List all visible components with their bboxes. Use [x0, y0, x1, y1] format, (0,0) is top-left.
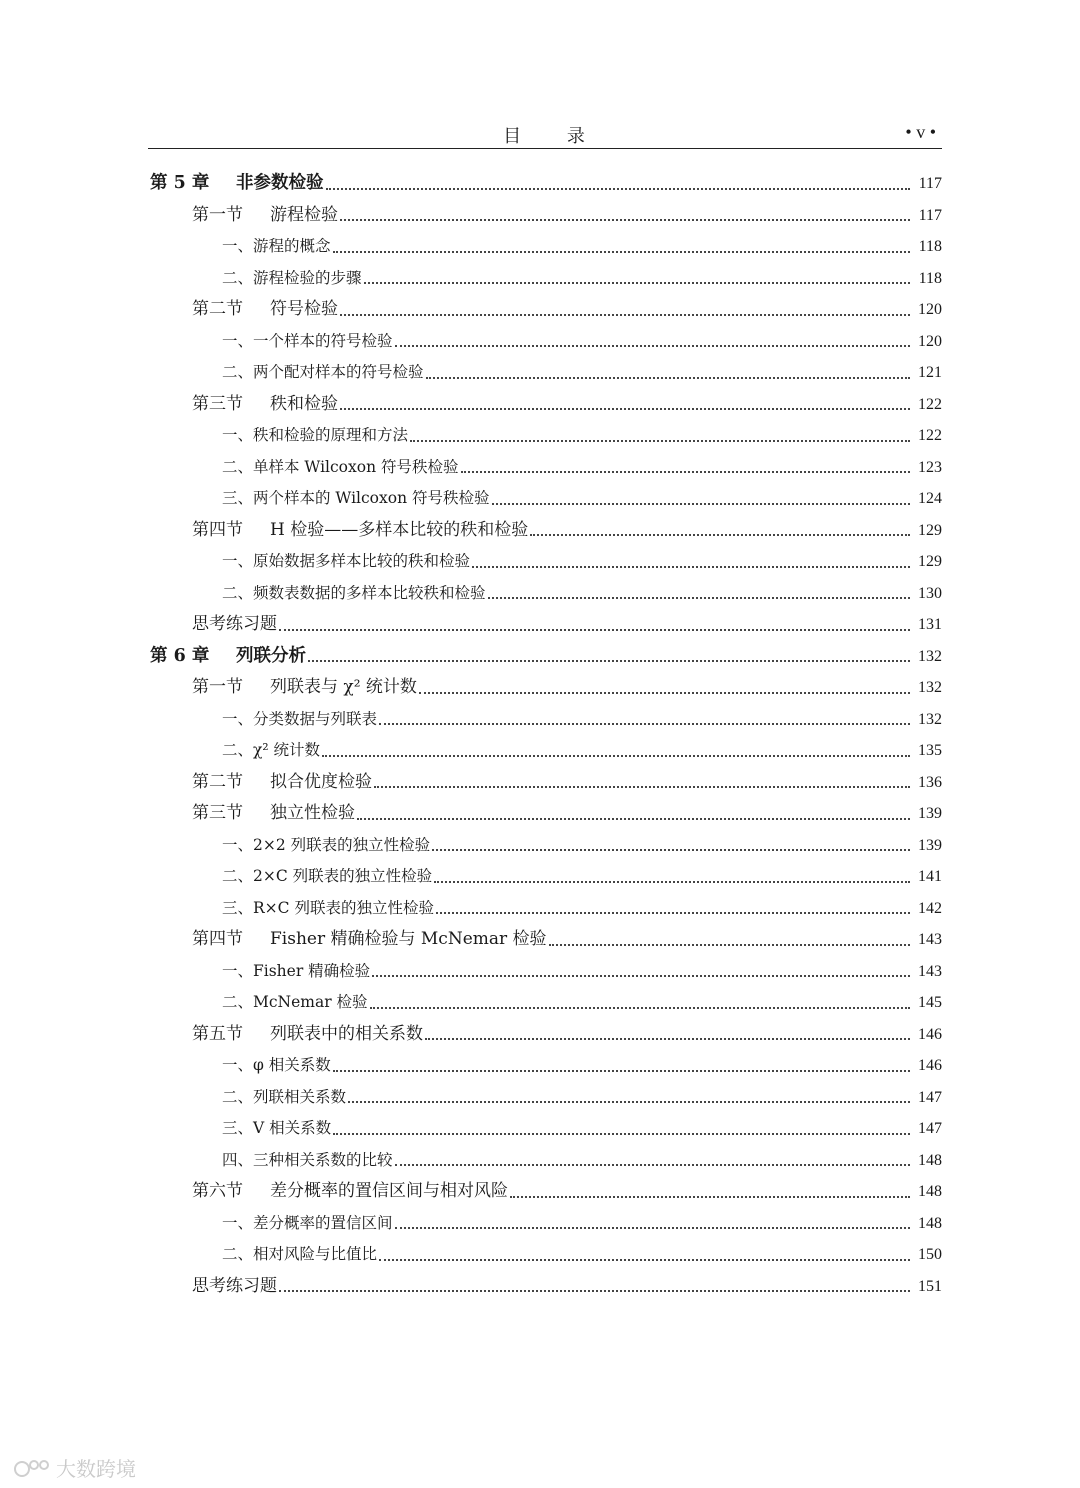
- toc-page-number: 132: [918, 679, 942, 696]
- dot-leader: [461, 470, 911, 473]
- toc-entry-title: 一、2×2 列联表的独立性检验: [222, 835, 431, 854]
- toc-entry-title: 二、χ² 统计数: [222, 741, 321, 759]
- toc-entry-number: 第一节: [192, 204, 243, 225]
- toc-page-number: 117: [918, 175, 942, 192]
- toc-page-number: 148: [918, 1151, 942, 1169]
- dot-leader: [395, 1163, 910, 1166]
- toc-entry-title: 一、游程的概念: [222, 237, 331, 255]
- dot-leader: [530, 533, 910, 536]
- toc-entry-title: 游程检验: [270, 204, 338, 225]
- toc-entry-title: 列联表与 χ² 统计数: [270, 677, 417, 697]
- toc-entry-title: 列联分析: [236, 645, 306, 666]
- toc-subsection[interactable]: [150, 231, 942, 263]
- toc-entry-number: 第五节: [192, 1023, 243, 1044]
- toc-entry-title: 一、φ 相关系数: [222, 1056, 331, 1074]
- toc-subsection[interactable]: [150, 452, 942, 484]
- toc-subsection[interactable]: [150, 1082, 942, 1114]
- toc-page-number: 122: [918, 395, 942, 413]
- toc-page-number: 118: [918, 238, 942, 255]
- toc-page-number: 136: [918, 773, 942, 791]
- dot-leader: [510, 1195, 910, 1198]
- toc-page-number: 124: [918, 490, 942, 507]
- dot-leader: [492, 502, 911, 505]
- dot-leader: [322, 754, 910, 757]
- dot-leader: [395, 1226, 910, 1229]
- dot-leader: [432, 848, 910, 851]
- toc-page-number: 145: [918, 994, 942, 1011]
- toc-subsection[interactable]: [150, 326, 942, 358]
- dot-leader: [326, 187, 911, 190]
- toc-page-number: 132: [918, 710, 942, 728]
- toc-entry-title: 二、相对风险与比值比: [222, 1245, 378, 1263]
- dot-leader: [426, 376, 910, 379]
- toc-page-number: 117: [918, 206, 942, 224]
- toc-entry-number: 第四节: [192, 519, 243, 540]
- watermark: [14, 1452, 136, 1482]
- dot-leader: [370, 1006, 910, 1009]
- toc-entry-title: 二、游程检验的步骤: [222, 268, 362, 287]
- toc-entry-title: 二、两个配对样本的符号检验: [222, 363, 424, 381]
- toc-subsection[interactable]: [150, 830, 942, 862]
- toc-section[interactable]: [150, 767, 942, 799]
- toc-entry-number: 第三节: [192, 803, 243, 823]
- toc-entry-number: 第六节: [192, 1181, 243, 1201]
- toc-entry-title: 一、分类数据与列联表: [222, 709, 378, 728]
- toc-page-number: 139: [918, 836, 942, 854]
- toc-page-number: 146: [918, 1025, 942, 1043]
- dot-leader: [425, 1037, 910, 1040]
- toc-subsection[interactable]: [150, 893, 942, 925]
- toc-section[interactable]: [150, 798, 942, 830]
- toc-subsection[interactable]: [150, 1145, 942, 1177]
- toc-subsection[interactable]: [150, 956, 942, 988]
- dot-leader: [488, 596, 910, 599]
- toc-section[interactable]: [150, 294, 942, 326]
- toc-page-number: 147: [918, 1120, 942, 1137]
- toc-page-number: 131: [918, 616, 942, 633]
- toc-page-number: 132: [918, 647, 942, 665]
- table-of-contents: [150, 168, 942, 1302]
- toc-page-number: 151: [918, 1277, 942, 1295]
- toc-subsection[interactable]: [150, 578, 942, 610]
- dot-leader: [419, 691, 910, 694]
- toc-entry-title: 一、Fisher 精确检验: [222, 961, 371, 980]
- dot-leader: [379, 1258, 910, 1261]
- toc-page-number: 139: [918, 805, 942, 822]
- toc-entry-title: 二、频数表数据的多样本比较秩和检验: [222, 583, 486, 602]
- toc-page-number: 141: [918, 868, 942, 885]
- dot-leader: [333, 1069, 910, 1072]
- dot-leader: [279, 628, 910, 631]
- toc-chapter[interactable]: [150, 641, 942, 673]
- toc-entry-number: 第一节: [192, 677, 243, 697]
- dot-leader: [333, 250, 910, 253]
- toc-subsection[interactable]: [150, 483, 942, 515]
- toc-subsection[interactable]: [150, 861, 942, 893]
- dot-leader: [372, 974, 910, 977]
- toc-subsection[interactable]: [150, 420, 942, 452]
- dot-leader: [374, 785, 910, 788]
- toc-page-number: 147: [918, 1088, 942, 1106]
- header-rule: [148, 148, 942, 149]
- toc-page-number: 122: [918, 427, 942, 444]
- toc-subsection[interactable]: [150, 1113, 942, 1145]
- toc-entry-title: 差分概率的置信区间与相对风险: [270, 1181, 508, 1201]
- toc-section[interactable]: [150, 1019, 942, 1051]
- toc-page-number: 150: [918, 1246, 942, 1263]
- toc-page-number: 135: [918, 742, 942, 759]
- dot-leader: [364, 281, 910, 284]
- watermark-logo-icon: [14, 1455, 50, 1479]
- header-page-marker: • v •: [905, 122, 936, 142]
- dot-leader: [395, 344, 910, 347]
- dot-leader: [308, 659, 910, 662]
- toc-page-number: 143: [918, 962, 942, 980]
- toc-exercises[interactable]: [150, 1271, 942, 1303]
- header-title-left: 目: [503, 126, 524, 147]
- header-title-right: 录: [566, 126, 587, 147]
- toc-entry-number: 第三节: [192, 393, 243, 414]
- toc-entry-title: 非参数检验: [236, 173, 324, 193]
- toc-subsection[interactable]: [150, 263, 942, 295]
- dot-leader: [410, 439, 910, 442]
- dot-leader: [348, 1100, 910, 1103]
- toc-page-number: 142: [918, 899, 942, 917]
- toc-entry-title: 秩和检验: [270, 393, 338, 414]
- toc-entry-number: 第二节: [192, 299, 243, 319]
- toc-entry-title: 列联表中的相关系数: [270, 1023, 423, 1044]
- toc-page-number: 129: [918, 521, 942, 539]
- toc-subsection[interactable]: [150, 704, 942, 736]
- toc-entry-number: 第四节: [192, 929, 243, 949]
- dot-leader: [472, 565, 910, 568]
- toc-subsection[interactable]: [150, 987, 942, 1019]
- toc-entry-title: 三、R×C 列联表的独立性检验: [222, 898, 434, 917]
- toc-section[interactable]: [150, 672, 942, 704]
- dot-leader: [379, 722, 910, 725]
- toc-entry-title: 一、秩和检验的原理和方法: [222, 426, 409, 444]
- toc-subsection[interactable]: [150, 546, 942, 578]
- toc-entry-title: 符号检验: [270, 299, 338, 319]
- toc-subsection[interactable]: [150, 357, 942, 389]
- toc-entry-title: 一、一个样本的符号检验: [222, 331, 393, 350]
- toc-subsection[interactable]: [150, 1050, 942, 1082]
- toc-entry-title: 三、两个样本的 Wilcoxon 符号秩检验: [222, 489, 490, 507]
- toc-entry-title: 二、单样本 Wilcoxon 符号秩检验: [222, 457, 459, 476]
- toc-exercises[interactable]: [150, 609, 942, 641]
- toc-page-number: 146: [918, 1057, 942, 1074]
- toc-subsection[interactable]: [150, 1239, 942, 1271]
- toc-subsection[interactable]: [150, 735, 942, 767]
- toc-page-number: 129: [918, 553, 942, 570]
- toc-entry-title: H 检验——多样本比较的秩和检验: [270, 519, 529, 540]
- toc-chapter[interactable]: [150, 168, 942, 200]
- toc-page-number: 121: [918, 364, 942, 381]
- toc-entry-title: 二、2×C 列联表的独立性检验: [222, 867, 433, 885]
- dot-leader: [436, 911, 910, 914]
- toc-section[interactable]: [150, 389, 942, 421]
- toc-entry-title: 三、V 相关系数: [222, 1119, 332, 1137]
- toc-page-number: 143: [918, 931, 942, 948]
- toc-page-number: 123: [918, 458, 942, 476]
- toc-entry-title: 一、原始数据多样本比较的秩和检验: [222, 552, 471, 570]
- toc-entry-title: 二、列联相关系数: [222, 1087, 347, 1106]
- toc-entry-title: 思考练习题: [192, 614, 277, 634]
- page-header: [148, 122, 942, 148]
- toc-entry-title: 二、McNemar 检验: [222, 993, 368, 1011]
- dot-leader: [340, 313, 910, 316]
- toc-entry-number: 第 5 章: [150, 173, 210, 193]
- toc-page-number: 118: [918, 269, 942, 287]
- dot-leader: [549, 943, 910, 946]
- toc-entry-title: 思考练习题: [192, 1275, 277, 1296]
- toc-entry-title: 四、三种相关系数的比较: [222, 1150, 393, 1169]
- dot-leader: [357, 817, 910, 820]
- toc-page-number: 120: [918, 332, 942, 350]
- watermark-text: 大数跨境: [56, 1456, 136, 1481]
- toc-page-number: 130: [918, 584, 942, 602]
- toc-page-number: 148: [918, 1214, 942, 1232]
- header-title: [148, 122, 942, 148]
- toc-entry-title: 独立性检验: [270, 803, 355, 823]
- dot-leader: [340, 407, 910, 410]
- toc-subsection[interactable]: [150, 1208, 942, 1240]
- toc-page-number: 120: [918, 301, 942, 318]
- toc-entry-number: 第二节: [192, 771, 243, 792]
- toc-section[interactable]: [150, 924, 942, 956]
- dot-leader: [340, 218, 910, 221]
- dot-leader: [279, 1289, 910, 1292]
- toc-entry-title: 拟合优度检验: [270, 771, 372, 792]
- dot-leader: [434, 880, 910, 883]
- toc-entry-title: 一、差分概率的置信区间: [222, 1213, 393, 1232]
- toc-entry-number: 第 6 章: [150, 645, 210, 666]
- toc-entry-title: Fisher 精确检验与 McNemar 检验: [270, 929, 547, 949]
- toc-section[interactable]: [150, 1176, 942, 1208]
- toc-section[interactable]: [150, 515, 942, 547]
- dot-leader: [333, 1132, 910, 1135]
- toc-section[interactable]: [150, 200, 942, 232]
- toc-page-number: 148: [918, 1183, 942, 1200]
